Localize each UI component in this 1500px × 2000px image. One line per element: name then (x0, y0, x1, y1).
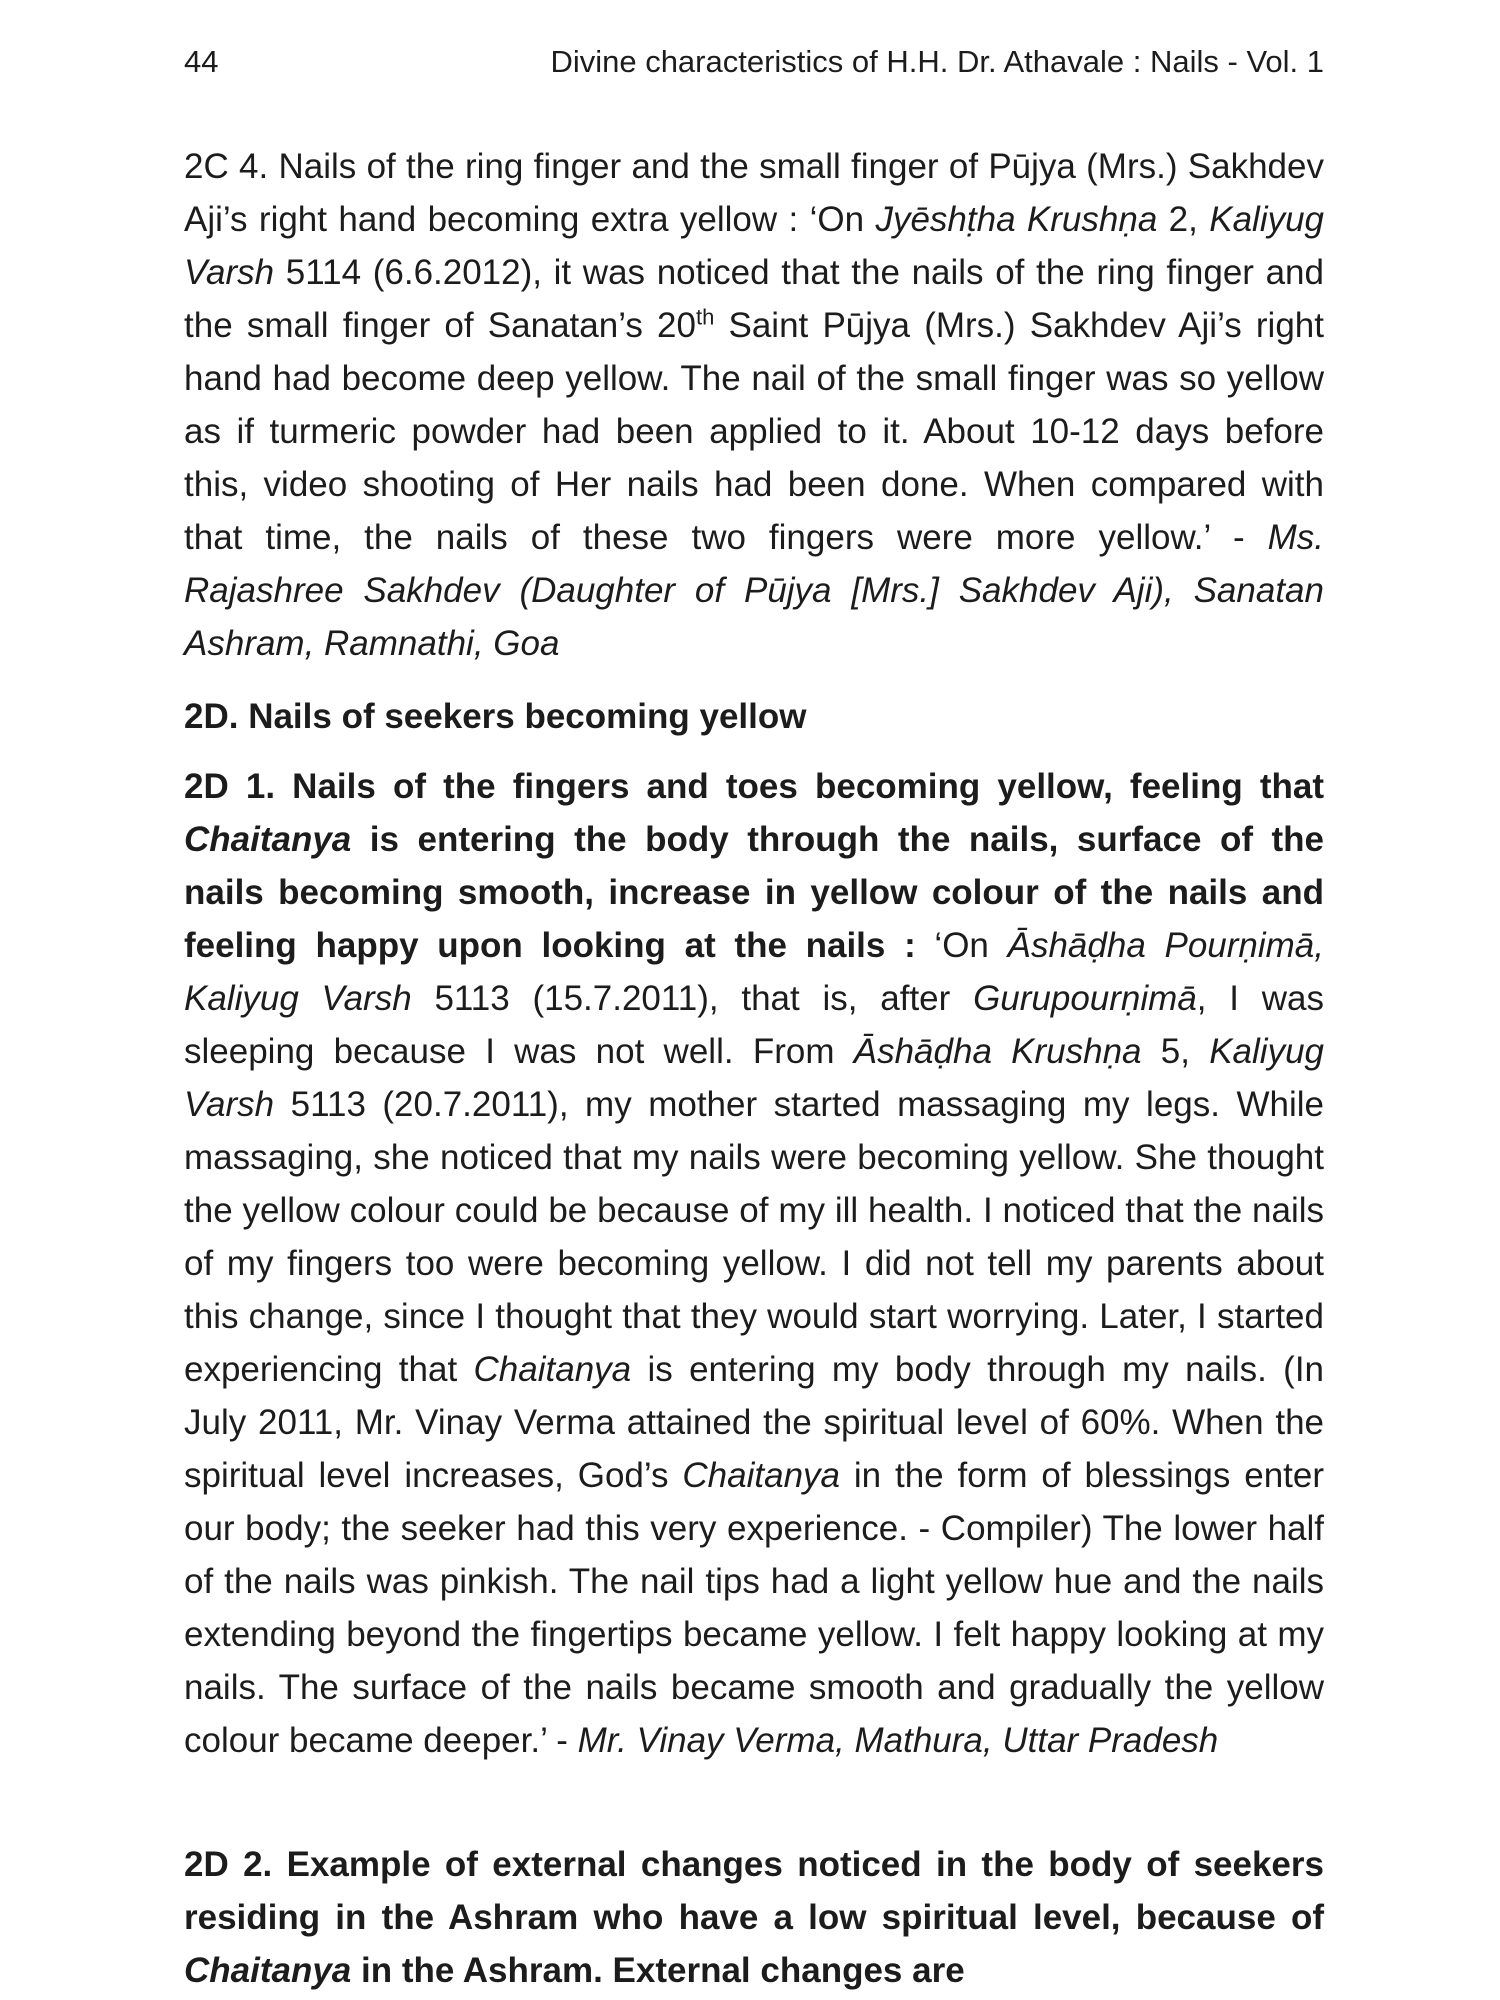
paragraph-2d2-text (184, 1838, 1324, 1997)
text-run: in the form of blessings enter our body; the seeker had this very experience. - Compiler) The lower half of the nails was pinkish. The nail tips had a light yellow hue and the nails extending beyond the fingertips became yellow. I felt happy looking at my nails. The surface of the nails became smooth and gradually the yellow colour became deeper.’ - (184, 1456, 1324, 1760)
text-run: Saint Pūjya (Mrs.) Sakhdev Aji’s right hand had become deep yellow. The nail of the small finger was so yellow as if turmeric powder had been applied to it. About 10-12 days before this, video shooting of Her nails had been done. When compared with that time, the nails of these two fingers were more yellow.’ - (184, 306, 1324, 557)
italic-term: Kaliyug Varsh (184, 200, 1325, 292)
text-run: Nails of the ring finger and the small finger of Pūjya (Mrs.) Sakhdev Aji’s right hand becoming extra yellow : ‘On (184, 147, 1324, 239)
text-run: , I was sleeping because I was not well. From (184, 979, 1325, 1071)
bold-italic-term: Chaitanya (184, 820, 352, 859)
text-run: is entering my body through my nails. (In July 2011, Mr. Vinay Verma attained the spiritual level of 60%. When the spiritual level increases, God’s (184, 1350, 1325, 1495)
text-run: ‘On (915, 926, 1008, 965)
text-run: 5113 (15.7.2011), that is, after (411, 979, 974, 1018)
text-run: 5114 (6.6.2012), it was noticed that the nails of the ring finger and the small finger of Sanatan’s 20 (184, 253, 1324, 345)
paragraph-2d2 (184, 1838, 1324, 1997)
italic-term: Chaitanya (473, 1350, 632, 1389)
page-header (184, 44, 1324, 88)
text-run: 5113 (20.7.2011), my mother started massaging my legs. While massaging, she noticed that my nails were becoming yellow. She thought the yellow colour could be because of my ill health. I noticed that the nails of my fingers too were becoming yellow. I did not tell my parents about this change, since I thought that they would start worrying. Later, I started experiencing that (184, 1085, 1324, 1389)
paragraph-2c4-text (184, 140, 1324, 670)
section-heading-2d: 2D. Nails of seekers becoming yellow (184, 697, 807, 736)
text-run: 5, (1141, 1032, 1210, 1071)
page-number: 44 (184, 44, 219, 79)
italic-term: Gurupourṇimā (973, 979, 1197, 1018)
italic-term: Chaitanya (682, 1456, 840, 1495)
paragraph-2d1-text (184, 760, 1324, 1767)
credit-line: Mr. Vinay Verma, Mathura, Uttar Pradesh (577, 1721, 1219, 1760)
bold-italic-term: Chaitanya (184, 1951, 352, 1990)
section-number: 2C 4. (184, 147, 269, 186)
italic-term: Kaliyug Varsh (184, 1032, 1324, 1124)
superscript: th (695, 304, 715, 330)
paragraph-2c4 (184, 140, 1324, 670)
heading-block-2d (184, 690, 1324, 743)
running-title: Divine characteristics of H.H. Dr. Athavale : Nails - Vol. 1 (550, 44, 1324, 79)
credit-line: Ms. Rajashree Sakhdev (Daughter of Pūjya [Mrs.] Sakhdev Aji), Sanatan Ashram, Ramnathi, Goa (184, 518, 1324, 663)
italic-term: Āshāḍha Pourṇimā, Kaliyug Varsh (184, 926, 1324, 1018)
bold-heading-run: is entering the body through the nails, surface of the nails becoming smooth, increase in yellow colour of the nails and feeling happy upon looking at the nails : (184, 820, 1324, 965)
bold-heading-run: 2D 2. Example of external changes noticed in the body of seekers residing in the Ashram who have a low spiritual level, because of (184, 1845, 1324, 1937)
bold-heading-run: in the Ashram. External changes are (351, 1951, 965, 1990)
paragraph-2d1 (184, 760, 1324, 1767)
italic-term: Āshāḍha Krushṇa (853, 1032, 1142, 1071)
bold-heading-run: 2D 1. Nails of the fingers and toes becoming yellow, feeling that (184, 767, 1324, 806)
text-run: 2, (1157, 200, 1210, 239)
italic-term: Jyēshṭha Krushṇa (875, 200, 1158, 239)
